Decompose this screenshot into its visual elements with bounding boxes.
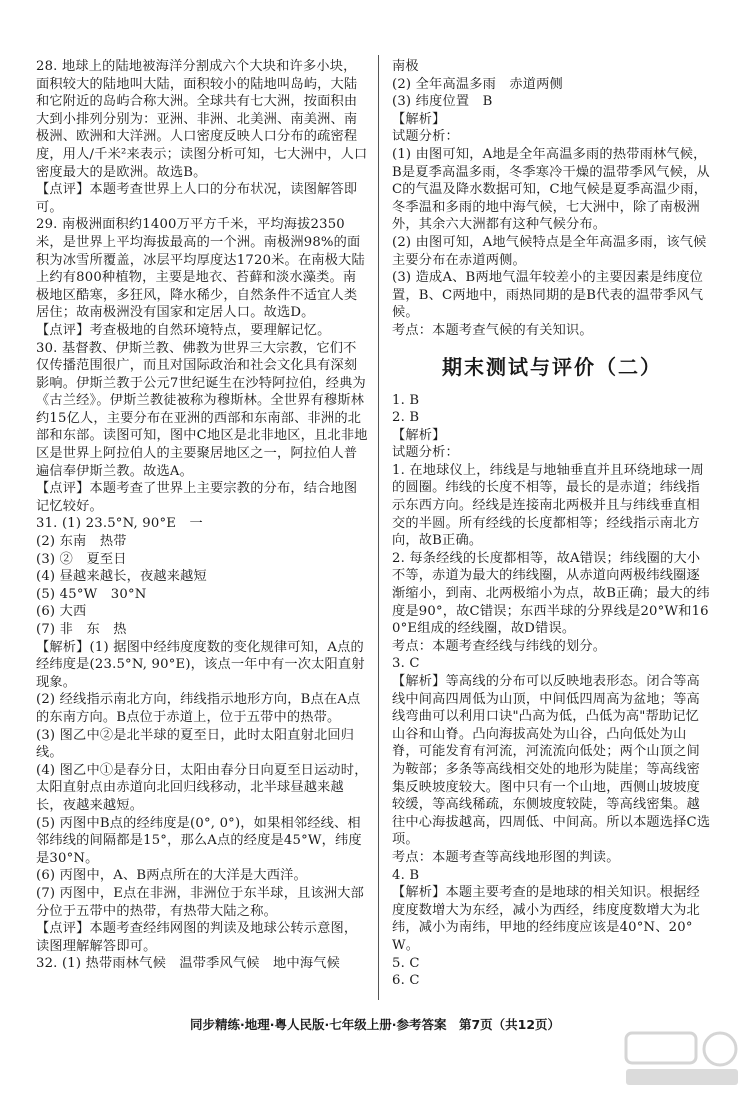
paragraph: 【点评】本题考查经纬网图的判读及地球公转示意图，读图理解解答即可。 xyxy=(36,921,358,954)
paragraph: 【解析】等高线的分布可以反映地表形态。闭合等高线中间高四周低为山顶，中间低四周高为盆地；等高线弯曲可以利用口诀"凸高为低，凸低为高"帮助记忆山谷和山脊。凸向海拔高处为山谷，凸向低处为山脊，可能发育有河流，河流流向低处；两个山顶之间为鞍部；多条等高线相交处的地形为陡崖；等高线密集反映坡度较大。图中只有一个山地，西侧山坡坡度较缓，等高线稀疏，东侧坡度较陡，等高线密集。越往中心海拔越高，四周低、中间高。所以本题选择C选项。 xyxy=(392,674,711,848)
page-footer: 同步精练·地理·粤人民版·七年级上册·参考答案 第7页（共12页） xyxy=(189,1017,561,1032)
paragraph: (7) 丙图中，E点在非洲，非洲位于东半球，且该洲大部分位于五带中的热带，有热带大陆之称。 xyxy=(36,885,365,919)
paragraph: 29. 南极洲面积约1400万平方千米，平均海拔2350米，是世界上平均海拔最高的一个洲。南极洲98%的面积为冰雪所覆盖，冰层平均厚度达1720米。在南极大陆上约有800种植物，主要是地衣、苔藓和淡水藻类。南极地区酷寒，多狂风，降水稀少，自然条件不适宜人类居住；故南极洲没有国家和定居人口。故选D。 xyxy=(36,217,365,321)
paragraph: 【点评】本题考查世界上人口的分布状况，读图解答即可。 xyxy=(36,182,358,215)
paragraph: (6) 大西 xyxy=(36,604,87,620)
paragraph: 【解析】(1) 据图中经纬度度数的变化规律可知，A点的经纬度是(23.5°N, 90°E)，该点一年中有一次太阳直射现象。 xyxy=(36,639,365,690)
paragraph: (6) 丙图中，A、B两点所在的大洋是大西洋。 xyxy=(36,868,307,884)
paragraph: (1) 由图可知，A地是全年高温多雨的热带雨林气候，B是夏季高温多雨，冬季寒冷干燥的温带季风气候，从C的气温及降水数据可知，C地气候是夏季高温少雨，冬季温和多雨的地中海气候，七大洲中，除了南极洲外，其余六大洲都有这种气候分布。 xyxy=(392,146,710,233)
paragraph: 1. 在地球仪上，纬线是与地轴垂直并且环绕地球一周的圆圈。纬线的长度不相等，最长的是赤道；纬线指示东西方向。经线是连接南北两极并且与纬线垂直相交的半圆。所有经线的长度都相等；经线指示南北方向，故B正确。 xyxy=(392,462,704,549)
paragraph: (2) 由图可知，A地气候特点是全年高温多雨，该气候主要分布在赤道两侧。 xyxy=(392,234,707,268)
paragraph: 4. B xyxy=(392,867,420,883)
paragraph: 2. 每条经线的长度都相等，故A错误；纬线圈的大小不等，赤道为最大的纬线圈，从赤道向两极纬线圈逐渐缩小，到南、北两极缩小为点，故B正确；最大的纬度是90°，故C错误；东西半球的分界线是20°W和160°E组成的经线圈，故D错误。 xyxy=(392,550,710,637)
paragraph: (3) 图乙中②是北半球的夏至日，此时太阳直射北回归线。 xyxy=(36,727,355,761)
paragraph: (2) 东南 热带 xyxy=(36,534,127,550)
paragraph: 2. B xyxy=(392,410,420,426)
paragraph: 【解析】本题主要考查的是地球的相关知识。根据经度度数增大为东经，减小为西经，纬度度数增大为北纬，减小为南纬，甲地的经纬度应该是40°N、20°W。 xyxy=(392,885,700,953)
paragraph: 考点：本题考查等高线地形图的判读。 xyxy=(392,849,620,865)
paragraph: (5) 45°W 30°N xyxy=(36,586,147,602)
paragraph: 3. C xyxy=(392,656,420,672)
left-column xyxy=(36,58,368,973)
paragraph: (4) 昼越来越长，夜越来越短 xyxy=(36,569,207,585)
right-column-top xyxy=(392,58,712,340)
paragraph: 6. C xyxy=(392,973,420,989)
paragraph: (2) 全年高温多雨 赤道两侧 xyxy=(392,76,563,92)
paragraph: 考点：本题考查气候的有关知识。 xyxy=(392,322,593,338)
paragraph: 5. C xyxy=(392,955,420,971)
paragraph: 28. 地球上的陆地被海洋分割成六个大块和许多小块，面积较大的陆地叫大陆，面积较小的陆地叫岛屿，大陆和它附近的岛屿合称大洲。全球共有七大洲，按面积由大到小排列分别为：亚洲、非洲、北美洲、南美洲、南极洲、欧洲和大洋洲。人口密度反映人口分布的疏密程度，用人/千米²来表示；读图分析可知，七大洲中，人口密度最大的是欧洲。故选B。 xyxy=(36,59,368,180)
paragraph: 32. (1) 热带雨林气候 温带季风气候 地中海气候 xyxy=(36,956,340,972)
paragraph: (3) ② 夏至日 xyxy=(36,551,127,567)
paragraph: 1. B xyxy=(392,392,420,408)
paragraph: (3) 纬度位置 B xyxy=(392,94,493,110)
column-divider xyxy=(378,55,379,1000)
paragraph: 试题分析： xyxy=(392,129,459,145)
paragraph: 【点评】考查极地的自然环境特点，要理解记忆。 xyxy=(36,322,331,338)
right-column-bottom xyxy=(392,392,712,990)
paragraph: (7) 非 东 热 xyxy=(36,622,127,637)
paragraph: 30. 基督教、伊斯兰教、佛教为世界三大宗教，它们不仅传播范围很广，而且对国际政治和社会文化具有深刻影响。伊斯兰教于公元7世纪诞生在沙特阿拉伯，经典为《古兰经》。伊斯兰教徒被称为穆斯林。全世界有穆斯林约15亿人，主要分布在亚洲的西部和东南部、非洲的北部和东部。读图可知，图中C地区是北非地区，且北非地区是世界上阿拉伯人的主要聚居地区之一，阿拉伯人普遍信奉伊斯兰教。故选A。 xyxy=(36,340,368,479)
paragraph: 南极 xyxy=(392,59,419,74)
paragraph: 【点评】本题考查了世界上主要宗教的分布，结合地图记忆较好。 xyxy=(36,481,358,514)
paragraph: 试题分析： xyxy=(392,445,459,461)
paragraph: (4) 图乙中①是春分日，太阳由春分日向夏至日运动时，太阳直射点由赤道向北回归线移动，北半球昼越来越长，夜越来越短。 xyxy=(36,762,368,813)
paragraph: 考点：本题考查经线与纬线的划分。 xyxy=(392,638,607,654)
paragraph: 【解析】 xyxy=(392,111,446,127)
paragraph: 31. (1) 23.5°N, 90°E 一 xyxy=(36,516,203,532)
paragraph: 【解析】 xyxy=(392,427,446,443)
section-title: 期末测试与评价（二） xyxy=(442,354,662,379)
paragraph: (3) 造成A、B两地气温年较差小的主要因素是纬度位置，B、C两地中，雨热同期的是B代表的温带季风气候。 xyxy=(392,270,704,321)
watermark-logo xyxy=(622,1027,742,1089)
paragraph: (5) 丙图中B点的经纬度是(0°, 0°)，如果相邻经线、相邻纬线的间隔都是15°，那么A点的经度是45°W，纬度是30°N。 xyxy=(36,815,362,866)
paragraph: (2) 经线指示南北方向，纬线指示地形方向，B点在A点的东南方向。B点位于赤道上，位于五带中的热带。 xyxy=(36,692,361,725)
right-column xyxy=(392,58,712,990)
